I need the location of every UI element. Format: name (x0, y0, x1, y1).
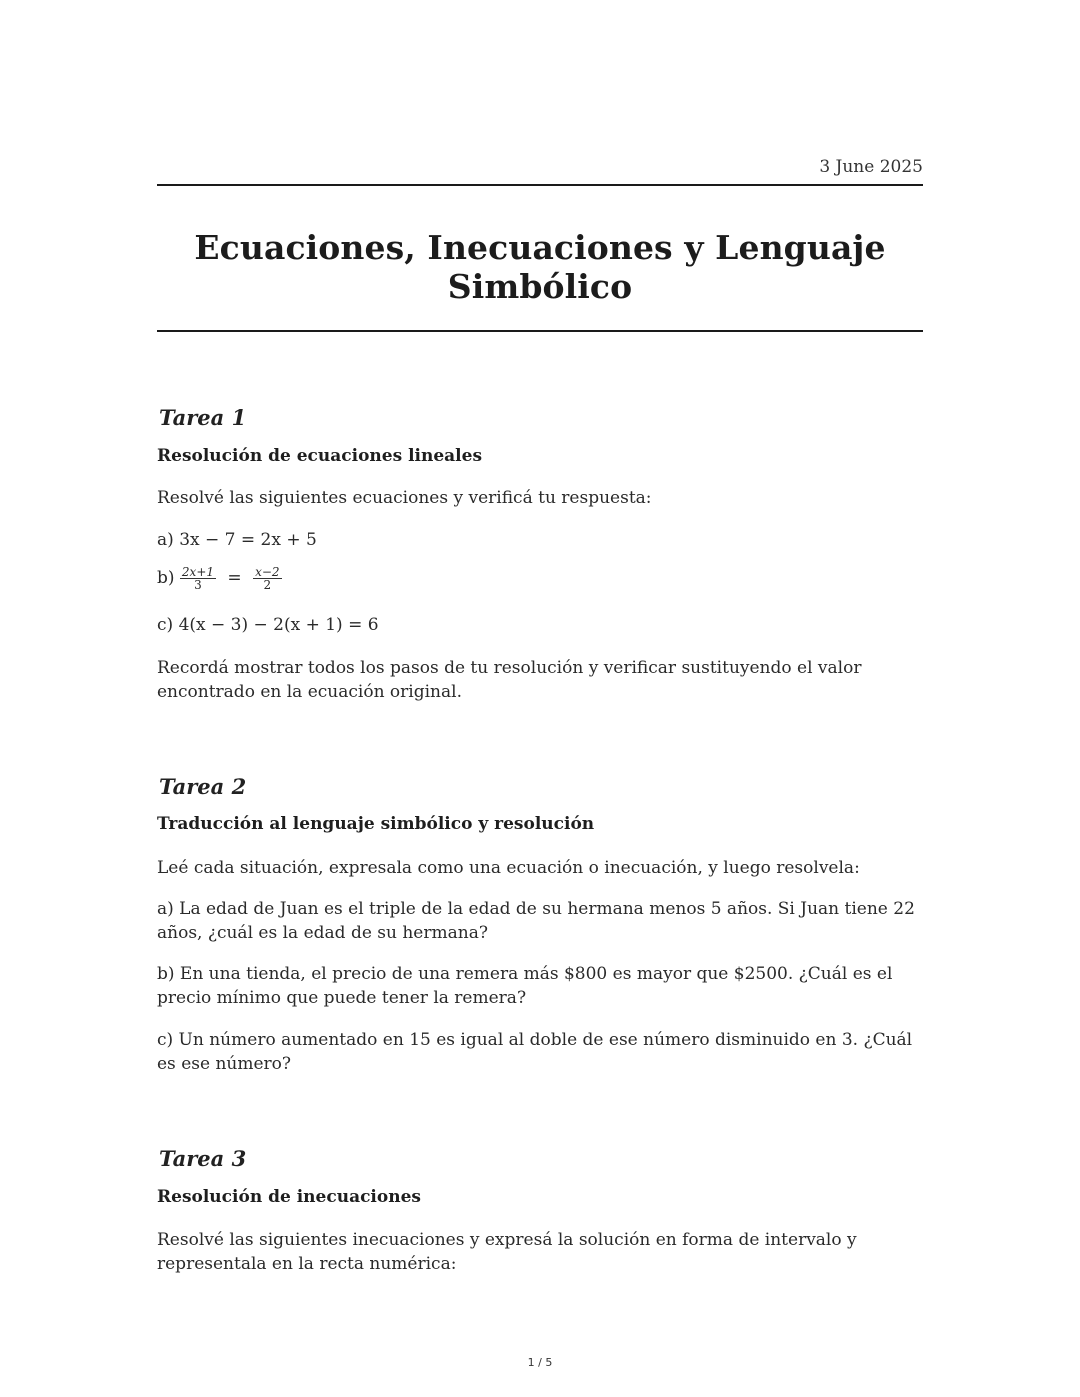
tarea-3-heading: Tarea 3 (159, 1146, 247, 1171)
tarea-1-intro: Resolvé las siguientes ecuaciones y verificá tu respuesta: (157, 488, 652, 508)
document-page (157, 0, 923, 1397)
document-title: Ecuaciones, Inecuaciones y Lenguaje Simbólico (194, 228, 886, 306)
item-a-label: a) (157, 530, 174, 550)
item-b-equals: = (227, 568, 242, 588)
tarea-3-subtitle: Resolución de inecuaciones (157, 1187, 421, 1207)
tarea-2-item-a: a) La edad de Juan es el triple de la edad de su hermana menos 5 años. Si Juan tiene 22 años, ¿cuál es la edad de su hermana? (157, 899, 915, 943)
item-b-right-denominator: 2 (263, 578, 272, 592)
item-b-right-fraction (253, 566, 281, 591)
tarea-2-heading: Tarea 2 (159, 774, 247, 799)
item-c-label: c) (157, 615, 174, 635)
item-b-left-fraction (180, 566, 216, 591)
item-b-left-denominator: 3 (194, 578, 202, 592)
title-rule (157, 330, 923, 332)
document-date: 3 June 2025 (819, 157, 923, 177)
header-rule (157, 184, 923, 186)
tarea-1-item-a (157, 528, 923, 552)
tarea-2-item-c: c) Un número aumentado en 15 es igual al doble de ese número disminuido en 3. ¿Cuál es ese número? (157, 1030, 913, 1074)
item-b-left-numerator: 2x+1 (181, 565, 215, 579)
tarea-1-item-b (157, 566, 923, 591)
tarea-1-heading: Tarea 1 (159, 405, 247, 430)
tarea-1-note: Recordá mostrar todos los pasos de tu resolución y verificar sustituyendo el valor encontrado en la ecuación original. (157, 658, 862, 702)
tarea-2-subtitle: Traducción al lenguaje simbólico y resolución (157, 814, 595, 834)
tarea-3-intro: Resolvé las siguientes inecuaciones y expresá la solución en forma de intervalo y representala en la recta numérica: (157, 1230, 857, 1274)
item-c-equation: 4(x − 3) − 2(x + 1) = 6 (178, 615, 379, 635)
tarea-2-intro: Leé cada situación, expresala como una ecuación o inecuación, y luego resolvela: (157, 858, 860, 878)
item-b-label: b) (157, 568, 175, 588)
page-indicator: 1 / 5 (527, 1356, 553, 1369)
item-a-equation: 3x − 7 = 2x + 5 (179, 530, 317, 550)
tarea-2-item-b: b) En una tienda, el precio de una remera más $800 es mayor que $2500. ¿Cuál es el precio mínimo que puede tener la remera? (157, 964, 893, 1008)
tarea-1-subtitle: Resolución de ecuaciones lineales (157, 446, 483, 466)
item-b-right-numerator: x−2 (255, 565, 280, 579)
tarea-1-item-c (157, 613, 923, 637)
